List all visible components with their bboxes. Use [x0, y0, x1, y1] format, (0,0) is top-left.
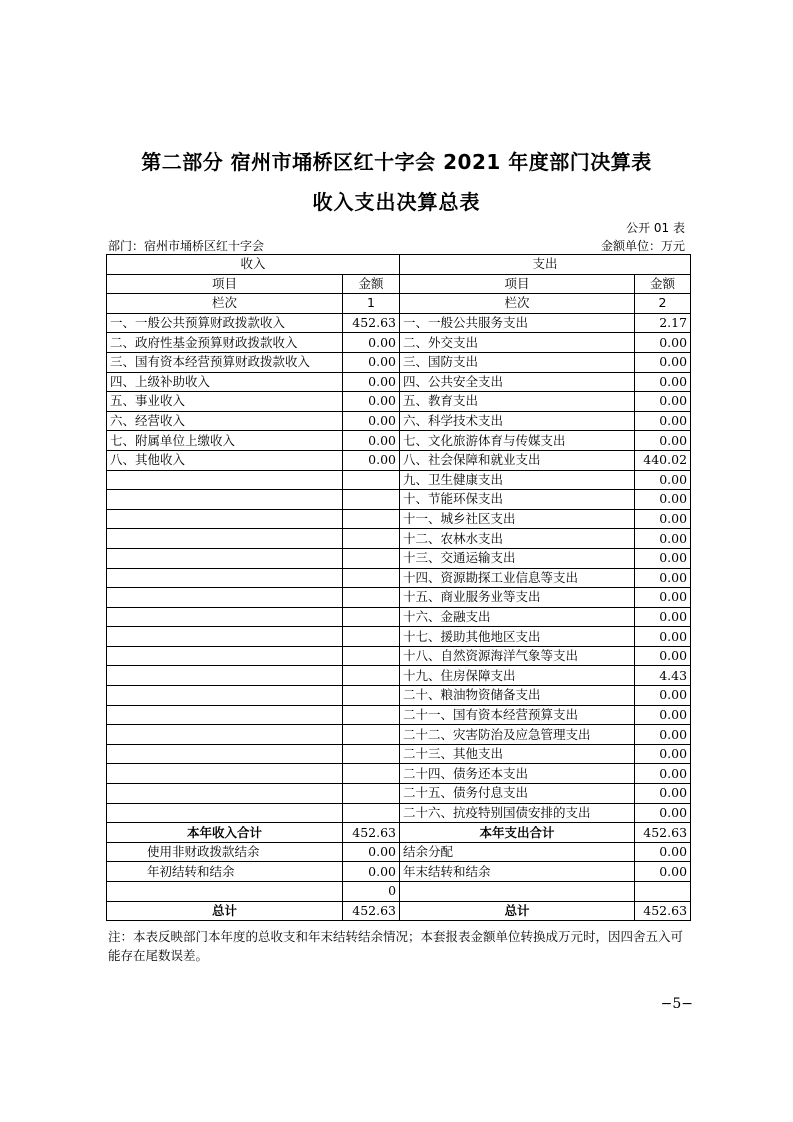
blank-amount: 0 — [343, 882, 400, 902]
income-item: 八、其他收入 — [107, 450, 343, 470]
expense-amount: 0.00 — [635, 548, 691, 568]
nonfiscal-row — [107, 842, 691, 862]
income-item-header: 项目 — [107, 274, 343, 294]
expense-item: 十七、援助其他地区支出 — [400, 627, 635, 647]
table-row — [107, 725, 691, 745]
expense-total-label: 本年支出合计 — [400, 823, 635, 843]
income-amount — [343, 607, 400, 627]
income-item — [107, 470, 343, 490]
expense-total-value: 452.63 — [635, 823, 691, 843]
table-row — [107, 588, 691, 608]
table-row — [107, 627, 691, 647]
page-number: −5− — [660, 996, 693, 1012]
expense-amount: 0.00 — [635, 352, 691, 372]
expense-amount: 0.00 — [635, 588, 691, 608]
expense-item: 八、社会保障和就业支出 — [400, 450, 635, 470]
expense-item: 一、一般公共服务支出 — [400, 313, 635, 333]
grand-total-row — [107, 901, 691, 921]
income-amount-header: 金额 — [343, 274, 400, 294]
expense-item: 五、教育支出 — [400, 392, 635, 412]
income-amount — [343, 725, 400, 745]
expense-amount: 0.00 — [635, 529, 691, 549]
table-row — [107, 431, 691, 451]
expense-item: 十九、住房保障支出 — [400, 666, 635, 686]
table-row — [107, 352, 691, 372]
table-row — [107, 450, 691, 470]
expense-amount: 0.00 — [635, 627, 691, 647]
income-amount — [343, 529, 400, 549]
grand-total-income-value: 452.63 — [343, 901, 400, 921]
expense-item: 二、外交支出 — [400, 333, 635, 353]
table-row — [107, 568, 691, 588]
income-section-header: 收入 — [107, 255, 400, 275]
grand-total-expense-value: 452.63 — [635, 901, 691, 921]
income-amount — [343, 509, 400, 529]
expense-amount: 0.00 — [635, 744, 691, 764]
blank-cell — [107, 882, 343, 902]
income-column-number: 1 — [343, 294, 400, 314]
income-item — [107, 646, 343, 666]
income-item — [107, 744, 343, 764]
expense-amount: 0.00 — [635, 372, 691, 392]
table-row — [107, 392, 691, 412]
expense-item: 十三、交通运输支出 — [400, 548, 635, 568]
expense-item-header: 项目 — [400, 274, 635, 294]
expense-item: 九、卫生健康支出 — [400, 470, 635, 490]
table-row — [107, 803, 691, 823]
income-amount — [343, 588, 400, 608]
table-row — [107, 764, 691, 784]
expense-amount: 0.00 — [635, 470, 691, 490]
income-amount: 0.00 — [343, 450, 400, 470]
expense-amount: 2.17 — [635, 313, 691, 333]
income-item — [107, 686, 343, 706]
expense-item: 十五、商业服务业等支出 — [400, 588, 635, 608]
end-carryover-label: 年末结转和结余 — [400, 862, 635, 882]
expense-amount-header: 金额 — [635, 274, 691, 294]
expense-amount: 0.00 — [635, 607, 691, 627]
income-amount — [343, 705, 400, 725]
expense-amount: 0.00 — [635, 764, 691, 784]
income-amount: 0.00 — [343, 392, 400, 412]
table-row — [107, 784, 691, 804]
table-row — [107, 548, 691, 568]
income-item — [107, 607, 343, 627]
table-row — [107, 411, 691, 431]
income-amount — [343, 744, 400, 764]
department-label: 部门：宿州市埇桥区红十字会 — [108, 239, 265, 253]
surplus-distribution-label: 结余分配 — [400, 842, 635, 862]
income-total-value: 452.63 — [343, 823, 400, 843]
nonfiscal-label: 使用非财政拨款结余 — [107, 842, 343, 862]
expense-index-label: 栏次 — [400, 294, 635, 314]
income-amount — [343, 686, 400, 706]
blank-row — [107, 882, 691, 902]
income-item: 七、附属单位上缴收入 — [107, 431, 343, 451]
expense-item: 十一、城乡社区支出 — [400, 509, 635, 529]
table-row — [107, 607, 691, 627]
income-item — [107, 490, 343, 510]
blank-cell — [400, 882, 635, 902]
income-item — [107, 666, 343, 686]
surplus-distribution-value: 0.00 — [635, 842, 691, 862]
expense-item: 二十三、其他支出 — [400, 744, 635, 764]
income-amount — [343, 784, 400, 804]
income-item — [107, 705, 343, 725]
income-amount — [343, 646, 400, 666]
carryover-row — [107, 862, 691, 882]
income-amount — [343, 627, 400, 647]
income-item: 四、上级补助收入 — [107, 372, 343, 392]
income-expense-table — [106, 254, 691, 921]
income-amount: 0.00 — [343, 411, 400, 431]
header-row-columns — [107, 274, 691, 294]
expense-amount: 0.00 — [635, 411, 691, 431]
table-row — [107, 666, 691, 686]
table-row — [107, 529, 691, 549]
income-amount — [343, 470, 400, 490]
income-amount — [343, 666, 400, 686]
income-item: 二、政府性基金预算财政拨款收入 — [107, 333, 343, 353]
expense-amount: 0.00 — [635, 490, 691, 510]
table-row — [107, 646, 691, 666]
income-item — [107, 529, 343, 549]
income-item — [107, 627, 343, 647]
nonfiscal-value: 0.00 — [343, 842, 400, 862]
expense-section-header: 支出 — [400, 255, 691, 275]
income-item — [107, 784, 343, 804]
table-row — [107, 509, 691, 529]
annual-total-row — [107, 823, 691, 843]
grand-total-income-label: 总计 — [107, 901, 343, 921]
income-amount — [343, 803, 400, 823]
income-amount: 0.00 — [343, 431, 400, 451]
grand-total-expense-label: 总计 — [400, 901, 635, 921]
expense-item: 二十六、抗疫特别国债安排的支出 — [400, 803, 635, 823]
income-item — [107, 548, 343, 568]
expense-item: 二十五、债务付息支出 — [400, 784, 635, 804]
expense-amount: 0.00 — [635, 803, 691, 823]
expense-item: 二十一、国有资本经营预算支出 — [400, 705, 635, 725]
income-amount: 452.63 — [343, 313, 400, 333]
income-item — [107, 725, 343, 745]
expense-column-number: 2 — [635, 294, 691, 314]
expense-item: 六、科学技术支出 — [400, 411, 635, 431]
income-item: 三、国有资本经营预算财政拨款收入 — [107, 352, 343, 372]
income-total-label: 本年收入合计 — [107, 823, 343, 843]
income-amount — [343, 490, 400, 510]
income-item — [107, 509, 343, 529]
income-amount: 0.00 — [343, 352, 400, 372]
table-row — [107, 490, 691, 510]
income-amount — [343, 548, 400, 568]
page-title: 第二部分 宿州市埇桥区红十字会 2021 年度部门决算表 — [141, 150, 652, 174]
expense-item: 二十、粮油物资储备支出 — [400, 686, 635, 706]
table-row — [107, 470, 691, 490]
expense-item: 十四、资源勘探工业信息等支出 — [400, 568, 635, 588]
table-row — [107, 705, 691, 725]
expense-item: 十六、金融支出 — [400, 607, 635, 627]
expense-amount: 0.00 — [635, 725, 691, 745]
expense-item: 十、节能环保支出 — [400, 490, 635, 510]
table-row — [107, 313, 691, 333]
income-amount: 0.00 — [343, 372, 400, 392]
expense-item: 二十二、灾害防治及应急管理支出 — [400, 725, 635, 745]
table-row — [107, 744, 691, 764]
expense-amount: 0.00 — [635, 568, 691, 588]
footnote: 注：本表反映部门本年度的总收支和年末结转结余情况；本套报表金额单位转换成万元时，因四舍五入可能存在尾数误差。 — [108, 929, 684, 963]
expense-item: 三、国防支出 — [400, 352, 635, 372]
expense-amount: 0.00 — [635, 784, 691, 804]
end-carryover-value: 0.00 — [635, 862, 691, 882]
expense-item: 四、公共安全支出 — [400, 372, 635, 392]
expense-amount: 4.43 — [635, 666, 691, 686]
table-title: 收入支出决算总表 — [312, 190, 481, 214]
income-amount — [343, 764, 400, 784]
form-number: 公开 01 表 — [626, 221, 685, 235]
begin-carryover-label: 年初结转和结余 — [107, 862, 343, 882]
income-item: 一、一般公共预算财政拨款收入 — [107, 313, 343, 333]
income-index-label: 栏次 — [107, 294, 343, 314]
income-item — [107, 803, 343, 823]
header-row-sections — [107, 255, 691, 275]
income-amount — [343, 568, 400, 588]
income-item — [107, 764, 343, 784]
expense-amount: 0.00 — [635, 392, 691, 412]
expense-item: 二十四、债务还本支出 — [400, 764, 635, 784]
expense-item: 十八、自然资源海洋气象等支出 — [400, 646, 635, 666]
table-row — [107, 333, 691, 353]
unit-label: 金额单位：万元 — [600, 239, 685, 253]
income-item — [107, 568, 343, 588]
expense-amount: 0.00 — [635, 686, 691, 706]
expense-amount: 0.00 — [635, 646, 691, 666]
blank-cell — [635, 882, 691, 902]
income-item: 五、事业收入 — [107, 392, 343, 412]
expense-amount: 440.02 — [635, 450, 691, 470]
expense-amount: 0.00 — [635, 509, 691, 529]
income-amount: 0.00 — [343, 333, 400, 353]
expense-amount: 0.00 — [635, 333, 691, 353]
begin-carryover-value: 0.00 — [343, 862, 400, 882]
expense-item: 十二、农林水支出 — [400, 529, 635, 549]
income-item: 六、经营收入 — [107, 411, 343, 431]
expense-item: 七、文化旅游体育与传媒支出 — [400, 431, 635, 451]
expense-amount: 0.00 — [635, 705, 691, 725]
table-row — [107, 686, 691, 706]
header-row-index — [107, 294, 691, 314]
income-item — [107, 588, 343, 608]
expense-amount: 0.00 — [635, 431, 691, 451]
table-row — [107, 372, 691, 392]
